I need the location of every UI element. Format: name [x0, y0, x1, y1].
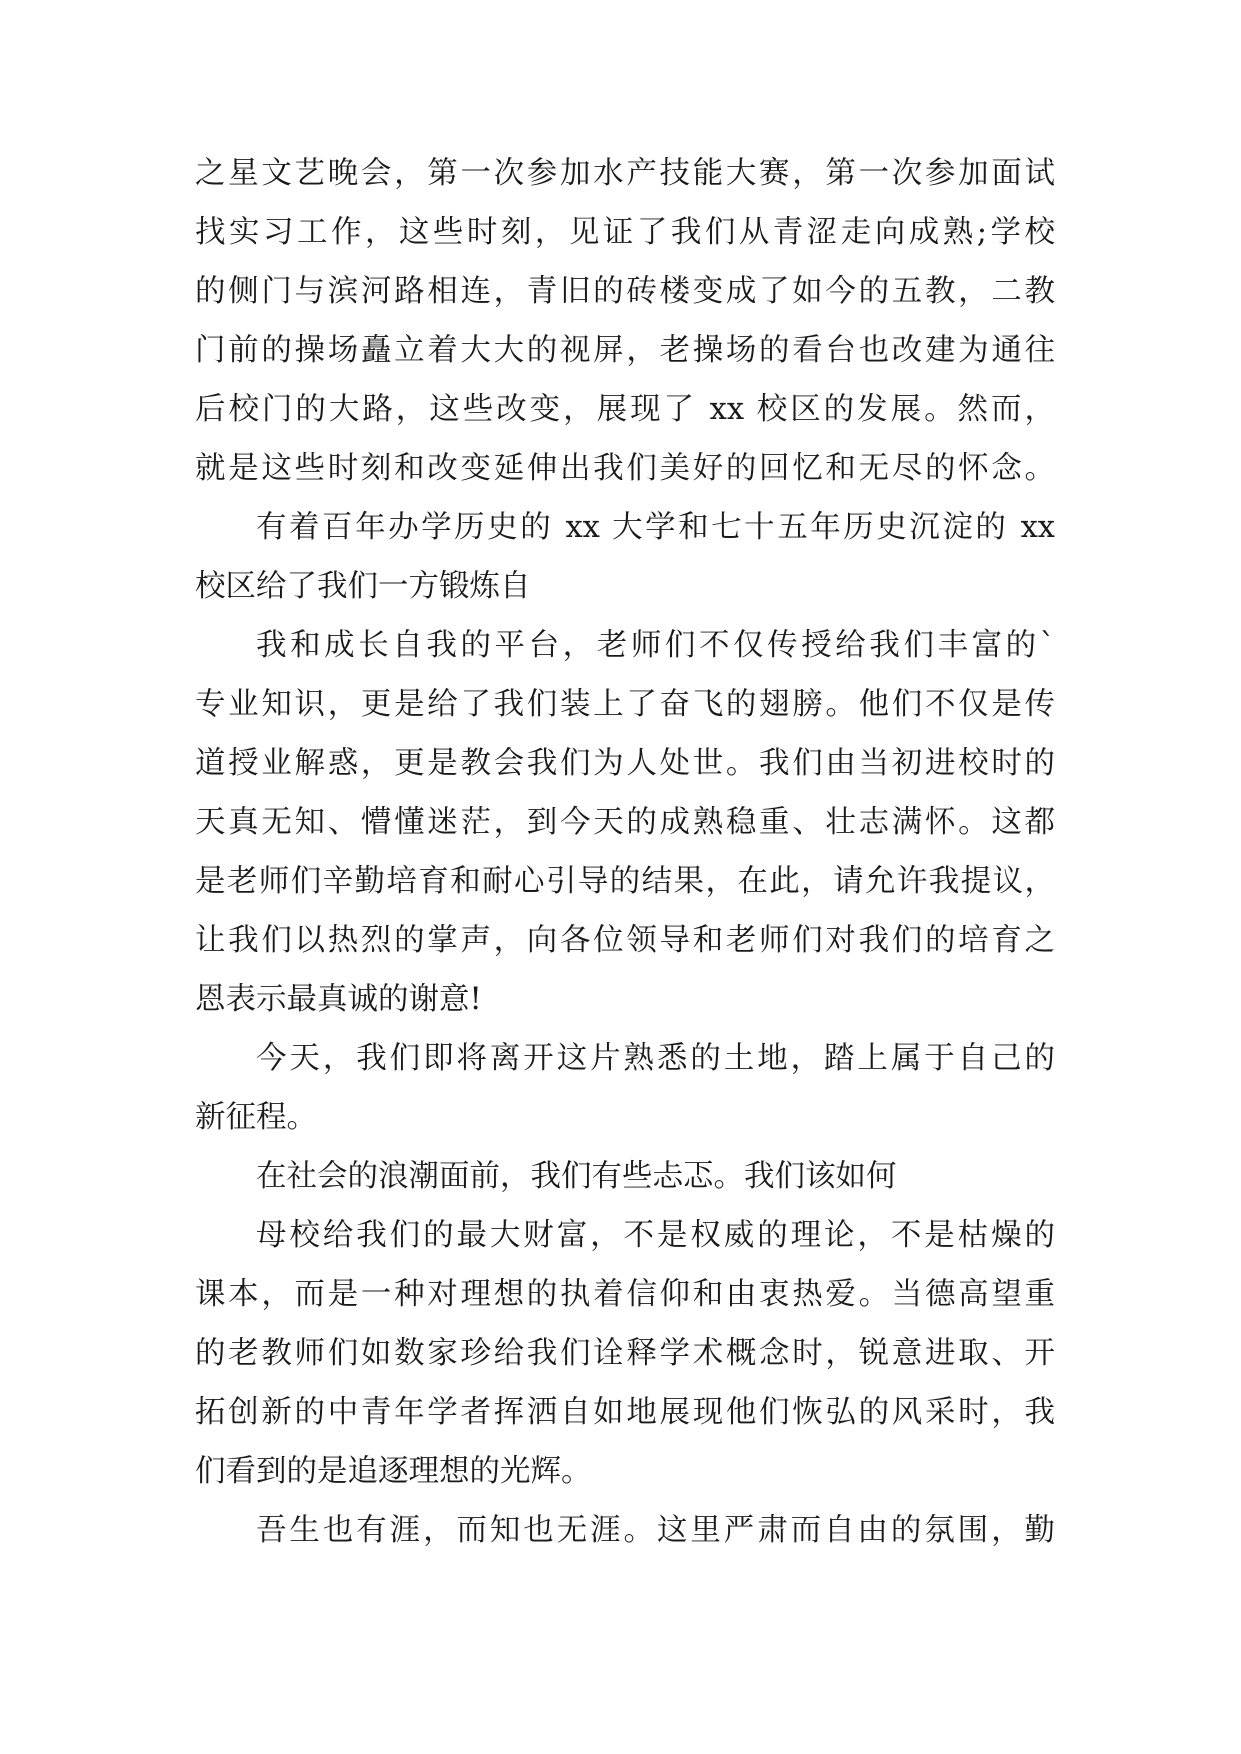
text-line: 我和成长自我的平台，老师们不仅传授给我们丰富的`: [256, 628, 1055, 663]
text-line: 是老师们辛勤培育和耐心引导的结果，在此，请允许我提议，: [195, 864, 1055, 899]
text-line: 恩表示最真诚的谢意!: [195, 982, 482, 1017]
text-line: 道授业解惑，更是教会我们为人处世。我们由当初进校时的: [195, 746, 1055, 781]
text-line: 之星文艺晚会，第一次参加水产技能大赛，第一次参加面试: [195, 156, 1055, 191]
text-line: 课本，而是一种对理想的执着信仰和由衷热爱。当德高望重: [195, 1277, 1055, 1312]
text-line: 新征程。: [195, 1100, 317, 1135]
text-line: 拓创新的中青年学者挥洒自如地展现他们恢弘的风采时，我: [195, 1395, 1055, 1430]
text-line: 找实习工作，这些时刻，见证了我们从青涩走向成熟;学校: [195, 215, 1055, 250]
text-line: 就是这些时刻和改变延伸出我们美好的回忆和无尽的怀念。: [195, 451, 1055, 486]
text-line: 让我们以热烈的掌声，向各位领导和老师们对我们的培育之: [195, 923, 1055, 958]
text-line: 后校门的大路，这些改变，展现了 xx 校区的发展。然而，: [195, 392, 1055, 427]
text-line: 母校给我们的最大财富，不是权威的理论，不是枯燥的: [256, 1218, 1055, 1253]
text-line: 在社会的浪潮面前，我们有些忐忑。我们该如何: [256, 1159, 897, 1194]
text-line: 校区给了我们一方锻炼自: [195, 569, 531, 604]
text-line: 门前的操场矗立着大大的视屏，老操场的看台也改建为通往: [195, 333, 1055, 368]
text-line: 的老教师们如数家珍给我们诠释学术概念时，锐意进取、开: [195, 1336, 1055, 1371]
text-line: 的侧门与滨河路相连，青旧的砖楼变成了如今的五教，二教: [195, 274, 1055, 309]
text-line: 今天，我们即将离开这片熟悉的土地，踏上属于自己的: [256, 1041, 1055, 1076]
text-line: 们看到的是追逐理想的光辉。: [195, 1454, 592, 1489]
text-line: 吾生也有涯，而知也无涯。这里严肃而自由的氛围，勤: [256, 1513, 1055, 1548]
text-line: 天真无知、懵懂迷茫，到今天的成熟稳重、壮志满怀。这都: [195, 805, 1055, 840]
text-line: 专业知识，更是给了我们装上了奋飞的翅膀。他们不仅是传: [195, 687, 1055, 722]
text-line: 有着百年办学历史的 xx 大学和七十五年历史沉淀的 xx: [256, 510, 1055, 545]
